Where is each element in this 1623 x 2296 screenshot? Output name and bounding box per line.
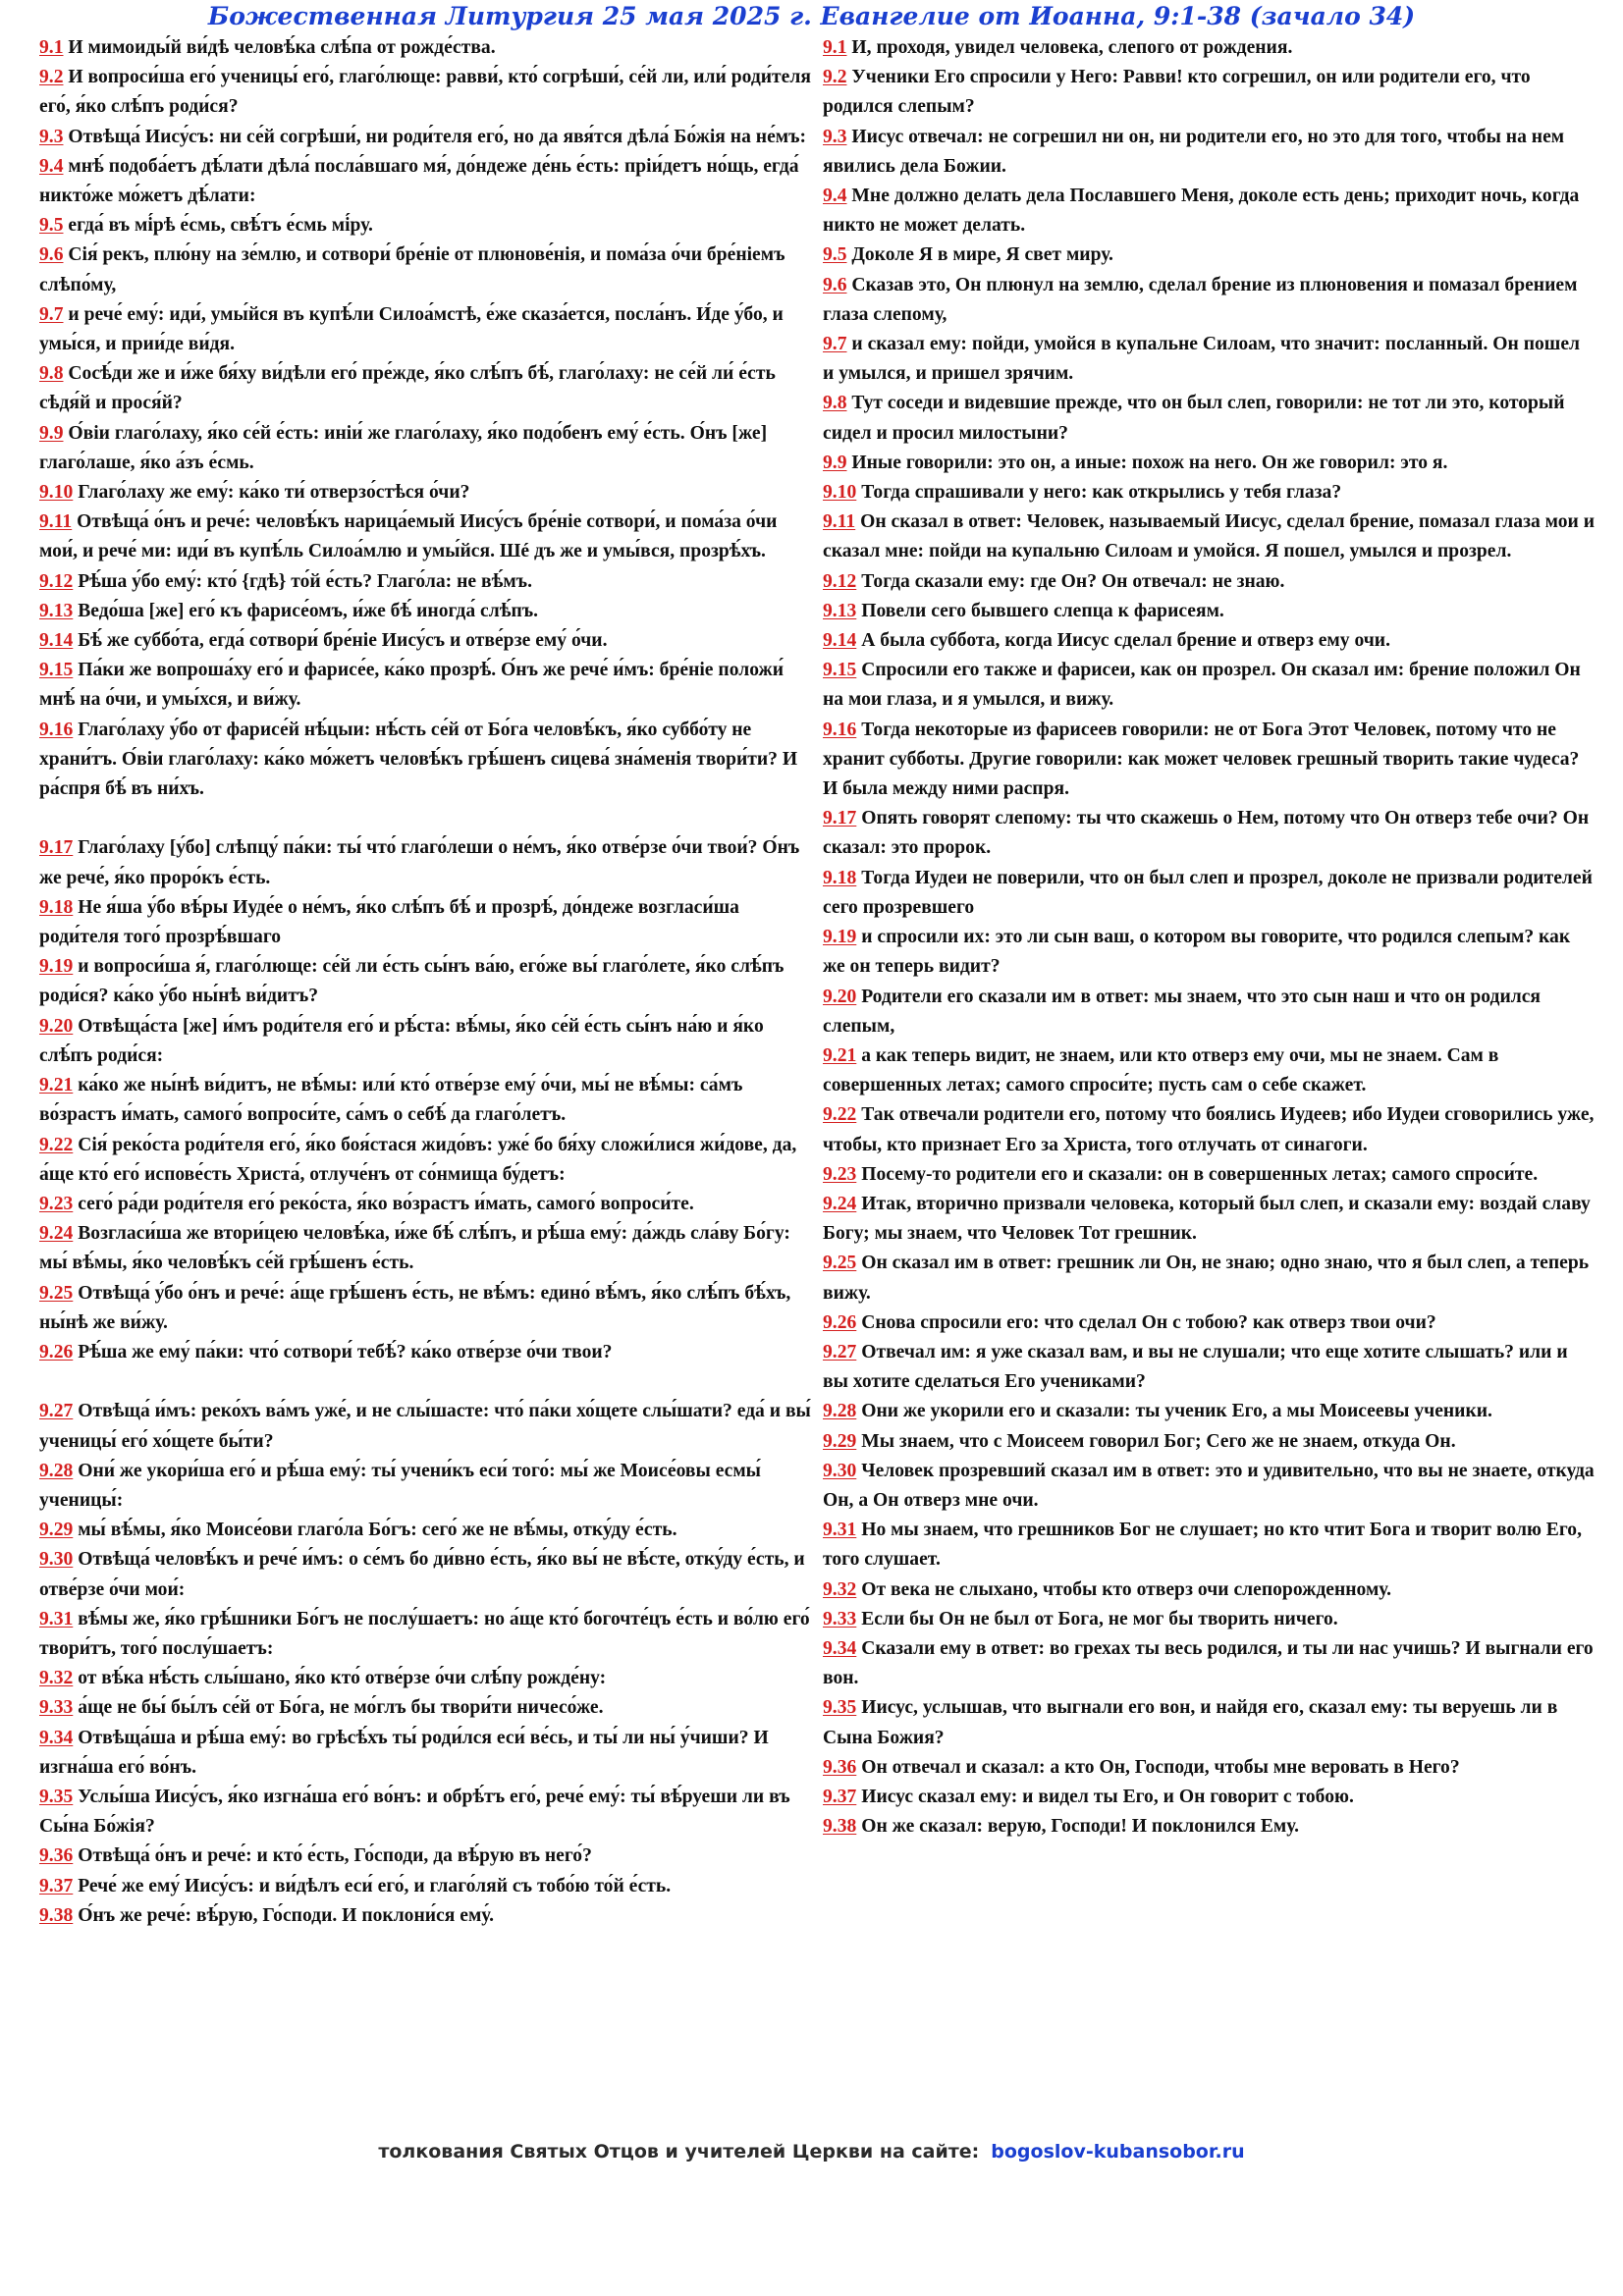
verse-ru-9-6	[823, 271, 1595, 330]
verse-text: Сосѣ́ди же и и́же бя́ху ви́дѣли его́ пре́жде, я́ко слѣ́пъ бѣ́, глаго́лаху: не се́й ли́ е́сть сѣдя́й и прося́й?	[39, 363, 776, 414]
verse-ru-9-32	[823, 1575, 1595, 1605]
verse-text: Не я́ша у́бо вѣ́ры Иуде́е о не́мъ, я́ко слѣ́пъ бѣ́ и прозрѣ́, до́ндеже возгласи́ша роди́теля того́ прозрѣ́вшаго	[39, 896, 739, 948]
verse-number-link[interactable]: 9.3	[823, 126, 847, 147]
verse-cs-9-10	[39, 478, 817, 507]
verse-text: Тогда спрашивали у него: как открылись у тебя глаза?	[861, 482, 1342, 504]
verse-text: Спросили его также и фарисеи, как он прозрел. Он сказал им: брение положил Он на мои глаза, и я умылся, и вижу.	[823, 660, 1581, 711]
verse-ru-9-21	[823, 1041, 1595, 1100]
verse-number-link[interactable]: 9.10	[823, 482, 857, 504]
verse-text: Он отвечал и сказал: а кто Он, Господи, чтобы мне веровать в Него?	[861, 1756, 1460, 1778]
verse-number-link[interactable]: 9.13	[39, 600, 74, 621]
verse-ru-9-7	[823, 330, 1595, 389]
verse-cs-9-34	[39, 1724, 817, 1783]
verse-number-link[interactable]: 9.37	[39, 1875, 74, 1896]
verse-ru-9-26	[823, 1308, 1595, 1338]
verse-text: Сказали ему в ответ: во грехах ты весь родился, и ты ли нас учишь? И выгнали его вон.	[823, 1637, 1594, 1689]
verse-text: Он сказал им в ответ: грешник ли Он, не знаю; одно знаю, что я был слеп, а теперь вижу.	[823, 1253, 1590, 1304]
verse-text: и рече́ ему́: иди́, умы́йся въ купѣ́ли Силоа́мстѣ, е́же сказа́ется, посла́нъ. И́де у́бо, и умы́ся, и прии́де ви́дя.	[39, 303, 784, 355]
verse-number-link[interactable]: 9.28	[39, 1460, 74, 1481]
verse-text: И, проходя, увидел человека, слепого от рождения.	[851, 37, 1293, 58]
verse-ru-9-35	[823, 1693, 1595, 1752]
verse-text: Родители его сказали им в ответ: мы знаем, что это сын наш и что он родился слепым,	[823, 986, 1542, 1037]
verse-ru-9-33	[823, 1605, 1595, 1634]
verse-number-link[interactable]: 9.17	[39, 837, 74, 859]
verse-number-link[interactable]: 9.14	[823, 630, 857, 652]
verse-text: егда́ въ мі́рѣ е́смь, свѣ́тъ е́смь мі́ру.	[68, 215, 373, 237]
verse-text: А была суббота, когда Иисус сделал брение и отверз ему очи.	[861, 630, 1390, 652]
verse-text: Отвѣща́ша и рѣ́ша ему́: во грѣсѣ́хъ ты́ роди́лся еси́ ве́сь, и ты́ ли ны́ у́чиши? И изгна́ша его́ во́нъ.	[39, 1727, 769, 1778]
verse-cs-9-35	[39, 1783, 817, 1842]
verse-text: Иисус сказал ему: и видел ты Его, и Он говорит с тобою.	[861, 1786, 1354, 1807]
verse-number-link[interactable]: 9.20	[823, 986, 857, 1007]
verse-text: Опять говорят слепому: ты что скажешь о Нем, потому что Он отверз тебе очи? Он сказал: это пророк.	[823, 808, 1590, 859]
verse-number-link[interactable]: 9.19	[39, 956, 74, 978]
verse-number-link[interactable]: 9.37	[823, 1786, 857, 1807]
verse-text: О́віи глаго́лаху, я́ко се́й е́сть: иніи́ же глаго́лаху, я́ко подо́бенъ ему́ е́сть. О́нъ [же] глаго́лаше, я́ко а́зъ е́смь.	[39, 422, 768, 473]
verse-text: а как теперь видит, не знаем, или кто отверз ему очи, мы не знаем. Сам в совершенных летах; самого спроси́те; пусть сам о себе скажет.	[823, 1044, 1499, 1096]
verse-ru-9-9	[823, 449, 1595, 478]
verse-number-link[interactable]: 9.2	[39, 67, 64, 88]
verse-number-link[interactable]: 9.25	[823, 1253, 857, 1274]
verse-cs-9-13	[39, 597, 817, 626]
verse-number-link[interactable]: 9.1	[823, 37, 847, 58]
verse-cs-9-32	[39, 1664, 817, 1693]
verse-cs-9-4	[39, 152, 817, 211]
verse-text: Рѣ́ша у́бо ему́: кто́ {гдѣ} то́й е́сть? Глаго́ла: не вѣ́мъ.	[78, 570, 532, 592]
verse-cs-9-19	[39, 952, 817, 1011]
verse-text: Рече́ же ему́ Иису́съ: и ви́дѣлъ еси́ его́, и глаго́ляй съ тобо́ю то́й е́сть.	[78, 1875, 672, 1896]
verse-text: Отвѣща́ста [же] и́мъ роди́теля его́ и рѣ́ста: вѣ́мы, я́ко се́й е́сть сы́нъ на́ю и я́ко слѣ́пъ роди́ся:	[39, 1015, 764, 1066]
verse-number-link[interactable]: 9.32	[39, 1668, 74, 1689]
verse-number-link[interactable]: 9.15	[823, 660, 857, 681]
verse-ru-9-16	[823, 716, 1595, 805]
verse-number-link[interactable]: 9.38	[39, 1904, 74, 1926]
verse-text: Отвѣща́ Иису́съ: ни се́й согрѣши́, ни роди́теля его́, но да явя́тся дѣла́ Бо́жія на не́мъ:	[68, 126, 807, 147]
verse-number-link[interactable]: 9.21	[39, 1075, 74, 1096]
verse-text: Тогда Иудеи не поверили, что он был слеп и прозрел, доколе не призвали родителей сего прозревшего	[823, 867, 1593, 918]
verse-number-link[interactable]: 9.16	[39, 719, 74, 740]
verse-text: Он же сказал: верую, Господи! И поклонился Ему.	[861, 1816, 1300, 1838]
verse-text: Он сказал в ответ: Человек, называемый Иисус, сделал брение, помазал глаза мои и сказал мне: пойди на купальню Силоам и умойся. Я пошел, умылся и прозрел.	[823, 511, 1596, 562]
verse-cs-9-37	[39, 1872, 817, 1901]
verse-number-link[interactable]: 9.29	[823, 1430, 857, 1452]
verse-text: О́нъ же рече́: вѣ́рую, Го́споди. И поклони́ся ему́.	[78, 1904, 495, 1926]
verse-text: и сказал ему: пойди, умойся в купальне Силоам, что значит: посланный. Он пошел и умылся, и пришел зрячим.	[823, 334, 1581, 385]
verse-number-link[interactable]: 9.8	[39, 363, 64, 385]
verse-text: Мы знаем, что с Моисеем говорил Бог; Сего же не знаем, откуда Он.	[861, 1430, 1456, 1452]
verse-text: Отвечал им: я уже сказал вам, и вы не слушали; что еще хотите слышать? или и вы хотите сделаться Его учениками?	[823, 1341, 1568, 1393]
verse-text: Отвѣща́ человѣ́къ и рече́ и́мъ: о се́мъ бо ди́вно е́сть, я́ко вы́ не вѣ́сте, отку́ду е́сть, и отве́рзе о́чи мои́:	[39, 1549, 805, 1600]
footer-text: толкования Святых Отцов и учителей Церкви на сайте:	[378, 2141, 980, 2163]
verse-number-link[interactable]: 9.29	[39, 1520, 74, 1541]
verse-number-link[interactable]: 9.5	[823, 244, 847, 266]
verse-number-link[interactable]: 9.19	[823, 927, 857, 948]
verse-ru-9-2	[823, 63, 1595, 122]
verse-ru-9-5	[823, 240, 1595, 270]
verse-number-link[interactable]: 9.27	[39, 1401, 74, 1422]
verse-cs-9-27	[39, 1397, 817, 1456]
verse-number-link[interactable]: 9.7	[823, 334, 847, 355]
verse-number-link[interactable]: 9.18	[39, 896, 74, 918]
verse-number-link[interactable]: 9.6	[823, 274, 847, 295]
verse-number-link[interactable]: 9.9	[39, 422, 64, 444]
verse-cs-9-22	[39, 1131, 817, 1190]
verse-cs-9-1	[39, 33, 817, 63]
verse-number-link[interactable]: 9.26	[39, 1341, 74, 1362]
verse-ru-9-38	[823, 1812, 1595, 1842]
verse-cs-9-26	[39, 1338, 817, 1367]
russian-column	[823, 33, 1595, 1842]
verse-number-link[interactable]: 9.12	[823, 570, 857, 592]
verse-cs-9-33	[39, 1693, 817, 1723]
verse-number-link[interactable]: 9.34	[39, 1727, 74, 1748]
site-link[interactable]: bogoslov-kubansobor.ru	[991, 2141, 1245, 2163]
verse-text: Так отвечали родители его, потому что боялись Иудеев; ибо Иудеи сговорились уже, чтобы, кто признает Его за Христа, того отлучать от синагоги.	[823, 1104, 1595, 1155]
verse-text: Глаго́лаху у́бо от фарисе́й нѣ́цыи: нѣ́сть се́й от Бо́га человѣ́къ, я́ко суббо́ту не храни́тъ. О́віи глаго́лаху: ка́ко мо́жетъ человѣ́къ грѣ́шенъ сицева́ зна́менія твори́ти? И ра́спря бѣ́ въ ни́хъ.	[39, 719, 798, 800]
verse-text: Ведо́ша [же] его́ къ фарисе́омъ, и́же бѣ́ иногда́ слѣ́пъ.	[78, 600, 539, 621]
verse-ru-9-17	[823, 804, 1595, 863]
verse-ru-9-10	[823, 478, 1595, 507]
verse-number-link[interactable]: 9.11	[39, 511, 73, 533]
verse-cs-9-21	[39, 1071, 817, 1130]
verse-cs-9-31	[39, 1605, 817, 1664]
verse-number-link[interactable]: 9.26	[823, 1311, 857, 1333]
verse-cs-9-2	[39, 63, 817, 122]
verse-number-link[interactable]: 9.8	[823, 393, 847, 414]
verse-text: Па́ки же вопроша́ху его́ и фарисе́е, ка́ко прозрѣ́. О́нъ же рече́ и́мъ: бре́ніе положи́ мнѣ́ на о́чи, и умы́хся, и ви́жу.	[39, 660, 784, 711]
verse-number-link[interactable]: 9.24	[823, 1193, 857, 1214]
verse-number-link[interactable]: 9.32	[823, 1578, 857, 1600]
verse-text: Но мы знаем, что грешников Бог не слушает; но кто чтит Бога и творит волю Его, того слушает.	[823, 1520, 1582, 1571]
verse-text: вѣ́мы же, я́ко грѣ́шники Бо́гъ не послу́шаетъ: но а́ще кто́ богочте́цъ е́сть и во́лю его́ твори́тъ, того́ послу́шаетъ:	[39, 1608, 810, 1659]
verse-text: Если бы Он не был от Бога, не мог бы творить ничего.	[861, 1608, 1338, 1629]
verse-text: Бѣ́ же суббо́та, егда́ сотвори́ бре́ніе Иису́съ и отве́рзе ему́ о́чи.	[78, 630, 608, 652]
verse-text: Глаго́лаху же ему́: ка́ко ти́ отверзо́стѣся о́чи?	[78, 482, 470, 504]
verse-ru-9-19	[823, 923, 1595, 982]
verse-cs-9-12	[39, 567, 817, 597]
verse-cs-9-9	[39, 419, 817, 478]
verse-ru-9-3	[823, 123, 1595, 182]
verse-ru-9-23	[823, 1160, 1595, 1190]
verse-number-link[interactable]: 9.30	[39, 1549, 74, 1571]
verse-number-link[interactable]: 9.4	[39, 155, 64, 177]
verse-number-link[interactable]: 9.31	[39, 1608, 74, 1629]
verse-number-link[interactable]: 9.9	[823, 452, 847, 473]
verse-ru-9-24	[823, 1190, 1595, 1249]
footer	[0, 2141, 1623, 2163]
verse-text: Отвѣща́ и́мъ: реко́хъ ва́мъ уже́, и не слы́шасте: что́ па́ки хо́щете слы́шати? еда́ и вы́ ученицы́ его́ хо́щете бы́ти?	[39, 1401, 811, 1452]
verse-number-link[interactable]: 9.36	[823, 1756, 857, 1778]
verse-cs-9-14	[39, 626, 817, 656]
verse-number-link[interactable]: 9.22	[39, 1134, 74, 1155]
verse-text: Они́ же укори́ша его́ и рѣ́ша ему́: ты́ учени́къ еси́ того́: мы́ же Моисе́овы есмы́ ученицы́:	[39, 1460, 761, 1511]
verse-number-link[interactable]: 9.36	[39, 1845, 74, 1867]
verse-number-link[interactable]: 9.17	[823, 808, 857, 829]
verse-number-link[interactable]: 9.35	[823, 1697, 857, 1719]
verse-ru-9-29	[823, 1427, 1595, 1457]
verse-text: сего́ ра́ди роди́теля его́ реко́ста, я́ко во́зрастъ и́мать, самого́ вопроси́те.	[78, 1193, 694, 1214]
verse-text: И вопроси́ша его́ ученицы́ его́, глаго́люще: равви́, кто́ согрѣши́, се́й ли, или́ роди́теля его́, я́ко слѣ́пъ роди́ся?	[39, 67, 811, 118]
verse-ru-9-14	[823, 626, 1595, 656]
verse-cs-9-28	[39, 1457, 817, 1516]
verse-cs-9-23	[39, 1190, 817, 1219]
verse-number-link[interactable]: 9.4	[823, 186, 847, 207]
verse-ru-9-8	[823, 389, 1595, 448]
verse-cs-9-17	[39, 833, 817, 892]
verse-ru-9-37	[823, 1783, 1595, 1812]
verse-number-link[interactable]: 9.22	[823, 1104, 857, 1126]
verse-text: Они же укорили его и сказали: ты ученик Его, а мы Моисеевы ученики.	[861, 1401, 1492, 1422]
verse-number-link[interactable]: 9.30	[823, 1460, 857, 1481]
verse-text: Возгласи́ша же втори́цею человѣ́ка, и́же бѣ́ слѣ́пъ, и рѣ́ша ему́: да́ждь сла́ву Бо́гу: мы́ вѣ́мы, я́ко человѣ́къ се́й грѣ́шенъ е́сть.	[39, 1223, 790, 1274]
church-slavonic-column	[39, 33, 817, 1931]
verse-text: и спросили их: это ли сын ваш, о котором вы говорите, что родился слепым? как же он теперь видит?	[823, 927, 1571, 978]
verse-number-link[interactable]: 9.21	[823, 1044, 857, 1066]
verse-number-link[interactable]: 9.10	[39, 482, 74, 504]
verse-number-link[interactable]: 9.12	[39, 570, 74, 592]
verse-text: Иные говорили: это он, а иные: похож на него. Он же говорил: это я.	[851, 452, 1448, 473]
verse-number-link[interactable]: 9.25	[39, 1282, 74, 1304]
verse-number-link[interactable]: 9.38	[823, 1816, 857, 1838]
verse-number-link[interactable]: 9.15	[39, 660, 74, 681]
page-title: Божественная Литургия 25 мая 2025 г. Евангелие от Иоанна, 9:1-38 (зачало 34)	[207, 2, 1416, 30]
verse-ru-9-11	[823, 507, 1595, 566]
verse-number-link[interactable]: 9.13	[823, 600, 857, 621]
verse-text: Отвѣща́ у́бо о́нъ и рече́: а́ще грѣ́шенъ е́сть, не вѣ́мъ: едино́ вѣ́мъ, я́ко слѣ́пъ бѣ́хъ, ны́нѣ же ви́жу.	[39, 1282, 791, 1333]
verse-number-link[interactable]: 9.23	[823, 1163, 857, 1185]
verse-ru-9-28	[823, 1397, 1595, 1426]
verse-text: Тогда некоторые из фарисеев говорили: не от Бога Этот Человек, потому что не хранит субботы. Другие говорили: как может человек грешный творить такие чудеса? И была между ними распря.	[823, 719, 1580, 800]
verse-number-link[interactable]: 9.7	[39, 303, 64, 325]
verse-text: Ученики Его спросили у Него: Равви! кто согрешил, он или родители его, что родился слепым?	[823, 67, 1531, 118]
verse-number-link[interactable]: 9.33	[39, 1697, 74, 1719]
verse-cs-9-38	[39, 1901, 817, 1931]
verse-text: и вопроси́ша я́, глаго́люще: се́й ли е́сть сы́нъ ва́ю, его́же вы́ глаго́лете, я́ко слѣ́пъ роди́ся? ка́ко у́бо ны́нѣ ви́дитъ?	[39, 956, 784, 1007]
verse-cs-9-5	[39, 211, 817, 240]
verse-text: От века не слыхано, чтобы кто отверз очи слепорожденному.	[861, 1578, 1392, 1600]
verse-number-link[interactable]: 9.2	[823, 67, 847, 88]
verse-ru-9-27	[823, 1338, 1595, 1397]
verse-text: Повели сего бывшего слепца к фарисеям.	[861, 600, 1224, 621]
verse-cs-9-16	[39, 716, 817, 805]
verse-cs-9-36	[39, 1842, 817, 1871]
verse-number-link[interactable]: 9.28	[823, 1401, 857, 1422]
verse-text: Доколе Я в мире, Я свет миру.	[851, 244, 1113, 266]
verse-number-link[interactable]: 9.20	[39, 1015, 74, 1037]
verse-text: от вѣ́ка нѣ́сть слы́шано, я́ко кто́ отве́рзе о́чи слѣ́пу рожде́ну:	[78, 1668, 607, 1689]
verse-number-link[interactable]: 9.1	[39, 37, 64, 58]
verse-text: Отвѣща́ о́нъ и рече́: и кто́ е́сть, Го́споди, да вѣ́рую въ него́?	[78, 1845, 592, 1867]
verse-number-link[interactable]: 9.18	[823, 867, 857, 888]
verse-text: Сказав это, Он плюнул на землю, сделал брение из плюновения и помазал брением глаза слепому,	[823, 274, 1578, 325]
verse-ru-9-4	[823, 182, 1595, 240]
verse-ru-9-18	[823, 864, 1595, 923]
verse-text: Иисус, услышав, что выгнали его вон, и найдя его, сказал ему: ты веруешь ли в Сына Божия?	[823, 1697, 1558, 1748]
verse-text: Тогда сказали ему: где Он? Он отвечал: не знаю.	[861, 570, 1285, 592]
verse-number-link[interactable]: 9.33	[823, 1608, 857, 1629]
verse-ru-9-25	[823, 1249, 1595, 1308]
verse-number-link[interactable]: 9.6	[39, 244, 64, 266]
verse-number-link[interactable]: 9.35	[39, 1786, 74, 1807]
verse-text: Человек прозревший сказал им в ответ: это и удивительно, что вы не знаете, откуда Он, а Он отверз мне очи.	[823, 1460, 1595, 1511]
verse-number-link[interactable]: 9.27	[823, 1341, 857, 1362]
verse-ru-9-30	[823, 1457, 1595, 1516]
verse-text: Тут соседи и видевшие прежде, что он был слеп, говорили: не тот ли это, который сидел и просил милостыни?	[823, 393, 1565, 444]
verse-cs-9-6	[39, 240, 817, 299]
verse-text: Отвѣща́ о́нъ и рече́: человѣ́къ нарица́емый Иису́съ бре́ніе сотвори́, и пома́за о́чи мои́, и рече́ ми: иди́ въ купѣ́ль Силоа́млю и умы́йся. Шé дъ же и умы́вся, прозрѣ́хъ.	[39, 511, 778, 562]
verse-text: И мимоиды́й ви́дѣ человѣ́ка слѣ́па от рожде́ства.	[68, 37, 496, 58]
verse-text: Рѣ́ша же ему́ па́ки: что́ сотвори́ тебѣ́? ка́ко отве́рзе о́чи твои?	[78, 1341, 613, 1362]
verse-number-link[interactable]: 9.5	[39, 215, 64, 237]
verse-cs-9-15	[39, 656, 817, 715]
verse-text: Посему-то родители его и сказали: он в совершенных летах; самого спроси́те.	[861, 1163, 1539, 1185]
verse-number-link[interactable]: 9.23	[39, 1193, 74, 1214]
verse-text: мы́ вѣ́мы, я́ко Моисе́ови глаго́ла Бо́гъ: сего́ же не вѣ́мы, отку́ду е́сть.	[78, 1520, 677, 1541]
verse-number-link[interactable]: 9.34	[823, 1637, 857, 1659]
verse-text: Иисус отвечал: не согрешил ни он, ни родители его, но это для того, чтобы на нем явились дела Божии.	[823, 126, 1565, 177]
verse-number-link[interactable]: 9.11	[823, 511, 856, 533]
verse-ru-9-15	[823, 656, 1595, 715]
verse-ru-9-20	[823, 983, 1595, 1041]
verse-cs-9-7	[39, 300, 817, 359]
verse-text: Мне должно делать дела Пославшего Меня, доколе есть день; приходит ночь, когда никто не может делать.	[823, 186, 1580, 237]
verse-number-link[interactable]: 9.24	[39, 1223, 74, 1245]
verse-ru-9-36	[823, 1753, 1595, 1783]
verse-cs-9-11	[39, 507, 817, 566]
verse-text: мнѣ́ подоба́етъ дѣ́лати дѣла́ посла́вшаго мя́, до́ндеже де́нь е́сть: пріи́детъ но́щь, егда́ никто́же мо́жетъ дѣ́лати:	[39, 155, 799, 207]
verse-cs-9-18	[39, 893, 817, 952]
verse-cs-9-30	[39, 1545, 817, 1604]
verse-cs-9-24	[39, 1219, 817, 1278]
verse-ru-9-13	[823, 597, 1595, 626]
verse-text: Сія́ реко́ста роди́теля его́, я́ко боя́стася жидо́въ: уже́ бо бя́ху сложи́лися жи́дове, да, а́ще кто́ его́ испове́сть Христа́, отлуче́нъ от со́нмища бу́детъ:	[39, 1134, 797, 1185]
verse-text: Сія́ рекъ, плю́ну на зе́млю, и сотвори́ бре́ніе от плюнове́нія, и пома́за о́чи бре́ніемъ слѣпо́му,	[39, 244, 785, 295]
verse-text: а́ще не бы́ бы́лъ се́й от Бо́га, не мо́глъ бы твори́ти ничесо́же.	[78, 1697, 604, 1719]
verse-cs-9-29	[39, 1516, 817, 1545]
verse-number-link[interactable]: 9.14	[39, 630, 74, 652]
verse-number-link[interactable]: 9.31	[823, 1520, 857, 1541]
verse-number-link[interactable]: 9.16	[823, 719, 857, 740]
verse-ru-9-31	[823, 1516, 1595, 1575]
verse-text: Снова спросили его: что сделал Он с тобою? как отверз твои очи?	[861, 1311, 1436, 1333]
verse-number-link[interactable]: 9.3	[39, 126, 64, 147]
verse-ru-9-34	[823, 1634, 1595, 1693]
verse-text: Итак, вторично призвали человека, который был слеп, и сказали ему: воздай славу Богу; мы знаем, что Человек Тот грешник.	[823, 1193, 1591, 1245]
verse-cs-9-25	[39, 1279, 817, 1338]
verse-ru-9-12	[823, 567, 1595, 597]
verse-text: ка́ко же ны́нѣ ви́дитъ, не вѣ́мы: или́ кто́ отве́рзе ему́ о́чи, мы́ не вѣ́мы: са́мъ во́зрастъ и́мать, самого́ вопроси́те, са́мъ о себѣ́ да глаго́летъ.	[39, 1075, 743, 1126]
verse-cs-9-3	[39, 123, 817, 152]
verse-cs-9-20	[39, 1012, 817, 1071]
verse-text: Услы́ша Иису́съ, я́ко изгна́ша его́ во́нъ: и обрѣ́тъ его́, рече́ ему́: ты́ вѣ́руеши ли въ Сы́на Бо́жія?	[39, 1786, 790, 1838]
verse-cs-9-8	[39, 359, 817, 418]
verse-ru-9-1	[823, 33, 1595, 63]
verse-text: Глаго́лаху [у́бо] слѣпцу́ па́ки: ты́ что́ глаго́леши о не́мъ, я́ко отве́рзе о́чи твои́? О́нъ же рече́, я́ко проро́къ е́сть.	[39, 837, 800, 888]
verse-ru-9-22	[823, 1100, 1595, 1159]
